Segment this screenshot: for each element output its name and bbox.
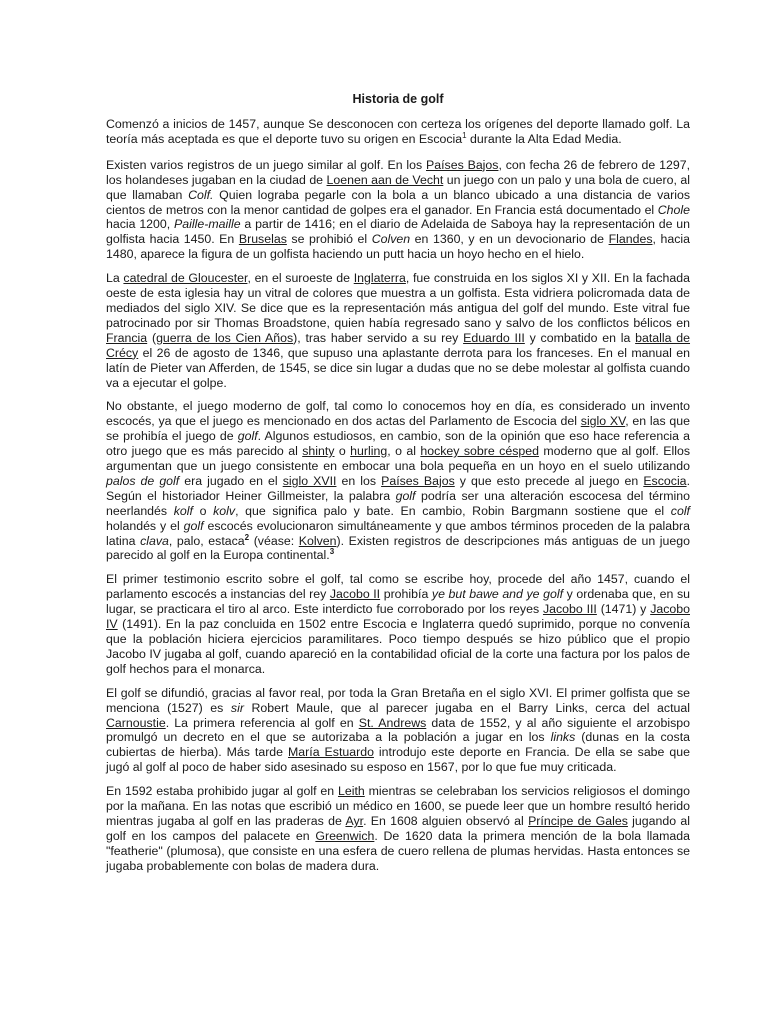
italic-term: Chole — [657, 202, 690, 217]
text-run: Comenzó a inicios de 1457, aunque Se desconocen con certeza los orígenes del deporte llamado golf. La teoría más aceptada es que el deporte tuvo su origen en Escocia — [106, 117, 690, 146]
footnote-ref[interactable]: 2 — [244, 532, 250, 542]
text-run: (1491). En la paz concluida en 1502 entre Escocia e Inglaterra quedó suprimido, porque no convenía que la población hiciera ejercicios paramilitares. Poco tiempo después se hizo público que el propio Jacobo IV jugaba al golf, cuando apareció en la contabilidad oficial de la corte una factura por los palos de golf hechos para el monarca. — [106, 617, 690, 676]
paragraph — [106, 117, 690, 147]
italic-term: golf — [183, 518, 204, 533]
text-run: El golf se difundió, gracias al favor real, por toda la Gran Bretaña en el siglo XVI. El primer golfista que se menciona (1527) es — [106, 685, 690, 715]
italic-term: colf — [670, 503, 690, 518]
italic-term: sir — [230, 700, 244, 715]
text-run: era jugado en el — [179, 473, 283, 488]
wiki-link[interactable]: Kolven — [298, 533, 337, 548]
text-run: y ordenaba que, en su lugar, se practicara el tiro al arco. Este interdicto fue corroborado por los reyes — [106, 587, 691, 617]
italic-term: Colven — [371, 232, 411, 247]
wiki-link[interactable]: hurling — [350, 444, 388, 459]
text-run: data de 1552, y al año siguiente el arzobispo promulgó un decreto en el que se autorizaba a la población a jugar en los — [106, 715, 690, 745]
wiki-link[interactable]: Francia — [106, 330, 148, 345]
italic-term: Colf. — [188, 187, 214, 202]
text-run: , en las que se prohibía el juego de — [106, 414, 690, 444]
text-run: , en el suroeste de — [247, 271, 354, 286]
text-run: introdujo este deporte en Francia. De ella se sabe que jugó al golf al poco de haber sido asesinado su esposo en 1567, por lo que fue muy criticada. — [106, 745, 690, 775]
text-run: Robert Maule, que al parecer jugaba en el Barry Links, cerca del actual — [243, 700, 690, 715]
document-body — [106, 85, 690, 883]
text-run: , que significa palo y bate. En cambio, Robin Bargmann sostiene que el — [235, 503, 671, 518]
paragraph — [106, 399, 690, 563]
wiki-link[interactable]: Príncipe de Gales — [528, 813, 628, 828]
wiki-link[interactable]: Ayr — [345, 813, 364, 828]
text-run: , o al — [387, 444, 421, 459]
footnote-ref[interactable]: 1 — [462, 130, 467, 140]
text-run: (1471) y — [596, 602, 651, 617]
wiki-link[interactable]: catedral de Gloucester — [123, 271, 248, 286]
text-run: a partir de 1416; en el diario de Adelaida de Saboya hay la representación de un golfista hacia 1450. En — [106, 217, 690, 247]
text-run: durante la Alta Edad Media. — [466, 131, 622, 146]
text-run: , fue construida en los siglos XI y XII. En la fachada oeste de esta iglesia hay un vitral de colores que muestra a un golfista. Esta vidriera policromada data de mediados del siglo XIV. Se dice que es la representación más antigua del golf del mundo. Este vitral fue patrocinado por sir Thomas Broadstone, quien había regresado sano y salvo de los conflictos bélicos en — [106, 271, 690, 330]
text-run: holandés y el — [106, 518, 184, 533]
wiki-link[interactable]: siglo XV — [580, 414, 626, 429]
text-run: ), tras haber servido a su rey — [293, 330, 464, 345]
text-run: Quien lograba pegarle con la bola a un blanco ubicado a una distancia de varios cientos de metros con la menor cantidad de golpes era el ganador. En Francia está documentado el — [106, 187, 690, 217]
paragraph — [106, 784, 690, 873]
italic-term: clava — [140, 533, 169, 548]
wiki-link[interactable]: Loenen aan de Vecht — [326, 172, 444, 187]
wiki-link[interactable]: Escocia — [643, 473, 687, 488]
italic-term: golf — [395, 488, 416, 503]
wiki-link[interactable]: Inglaterra — [353, 271, 406, 286]
text-run: Existen varios registros de un juego similar al golf. En los — [106, 157, 427, 172]
wiki-link[interactable]: siglo XVII — [282, 473, 337, 488]
wiki-link[interactable]: Greenwich — [315, 828, 375, 843]
italic-term: ye but bawe and ye golf — [431, 587, 564, 602]
text-run: moderno que al golf. Ellos argumentan que un juego consistente en embocar una bola pequeña en un hoyo en el suelo utilizando — [106, 444, 691, 474]
italic-term: links — [550, 730, 576, 745]
text-run: . Según el historiador Heiner Gillmeister, la palabra — [106, 473, 690, 503]
wiki-link[interactable]: shinty — [302, 444, 335, 459]
wiki-link[interactable]: Países Bajos — [381, 473, 455, 488]
page-title: Historia de golf — [352, 92, 444, 106]
text-run: un juego con un palo y una bola de cuero, al que llamaban — [106, 172, 690, 202]
wiki-link[interactable]: hockey sobre césped — [420, 444, 539, 459]
text-run: en 1360, y en un devocionario de — [410, 232, 609, 247]
wiki-link[interactable]: Carnoustie — [106, 715, 166, 730]
wiki-link[interactable]: guerra de los Cien Años — [156, 330, 294, 345]
text-run: hacia 1200, — [106, 217, 175, 232]
text-run: prohibía — [380, 587, 432, 602]
italic-term: palos de golf — [106, 473, 180, 488]
wiki-link[interactable]: Flandes — [608, 232, 653, 247]
text-run: En 1592 estaba prohibido jugar al golf en — [106, 784, 338, 799]
text-run: o — [192, 503, 214, 518]
wiki-link[interactable]: Bruselas — [238, 232, 287, 247]
paragraph — [106, 572, 690, 676]
text-run: La — [106, 271, 124, 286]
text-run: No obstante, el juego moderno de golf, tal como lo conocemos hoy en día, es considerado un invento escocés, ya que el juego es mencionado en dos actas del Parlamento de Escocia del — [106, 399, 690, 429]
text-run: , hacia 1480, aparece la figura de un golfista haciendo un putt hacia un hoyo hecho en el hielo. — [106, 232, 690, 262]
wiki-link[interactable]: Países Bajos — [426, 157, 499, 172]
text-run: . De 1620 data la primera mención de la bola llamada "featherie" (plumosa), que consiste en una esfera de cuero rellena de plumas hervidas. Hasta entonces se jugaba probablemente con bolas de madera dura. — [106, 828, 690, 873]
text-run: jugando al golf en los campos del palacete en — [106, 813, 691, 843]
text-run: y combatido en la — [524, 330, 636, 345]
wiki-link[interactable]: Eduardo III — [463, 330, 525, 345]
wiki-link[interactable]: St. Andrews — [358, 715, 427, 730]
paragraph — [106, 271, 690, 390]
text-run: El primer testimonio escrito sobre el golf, tal como se escribe hoy, procede del año 1457, cuando el parlamento escocés a instancias del rey — [106, 572, 690, 602]
wiki-link[interactable]: batalla de Crécy — [106, 330, 691, 360]
text-run: podría ser una alteración escocesa del término neerlandés — [106, 488, 690, 518]
italic-term: Paille-maille — [174, 217, 241, 232]
text-run: escocés evolucionaron simultáneamente y que ambos términos proceden de la palabra latina — [106, 518, 690, 548]
paragraph — [106, 686, 690, 775]
text-run: . La primera referencia al golf en — [165, 715, 359, 730]
wiki-link[interactable]: Jacobo III — [542, 602, 597, 617]
text-run: ( — [147, 330, 157, 345]
wiki-link[interactable]: Jacobo IV — [106, 602, 690, 632]
text-run: mientras se celebraban los servicios religiosos el domingo por la mañana. En las notas que escribió un médico en 1600, se puede leer que un hombre resultó herido mientras jugaba al golf en las praderas de — [106, 784, 690, 828]
text-run: , palo, estaca — [168, 533, 245, 548]
italic-term: golf — [237, 429, 258, 444]
text-run: . Algunos estudiosos, en cambio, son de la opinión que eso hace referencia a otro juego que es más parecido al — [106, 429, 690, 459]
footnote-ref[interactable]: 3 — [329, 547, 335, 557]
text-run: (véase: — [249, 533, 299, 548]
text-run: . En 1608 alguien observó al — [363, 813, 529, 828]
text-run: ). Existen registros de descripciones más antiguas de un juego parecido al golf en la Europa continental. — [106, 533, 690, 563]
text-run: , con fecha 26 de febrero de 1297, los holandeses jugaban en la ciudad de — [106, 157, 690, 187]
paragraph — [106, 158, 690, 262]
italic-term: kolv — [213, 503, 236, 518]
italic-term: kolf — [173, 503, 193, 518]
text-run: en los — [336, 473, 382, 488]
wiki-link[interactable]: María Estuardo — [288, 745, 374, 760]
text-run: o — [334, 444, 351, 459]
text-run: se prohibió el — [286, 232, 372, 247]
wiki-link[interactable]: Leith — [337, 784, 365, 799]
text-run: y que esto precede al juego en — [454, 473, 644, 488]
text-run: (dunas en la costa cubiertas de hierba). Más tarde — [106, 730, 690, 760]
text-run: el 26 de agosto de 1346, que supuso una aplastante derrota para los franceses. En el manual en latín de Pieter van Afferden, de 1545, se dice sin lugar a dudas que no se debe molestar al golfista cuando va a ejecutar el golpe. — [106, 345, 690, 390]
wiki-link[interactable]: Jacobo II — [329, 587, 381, 602]
